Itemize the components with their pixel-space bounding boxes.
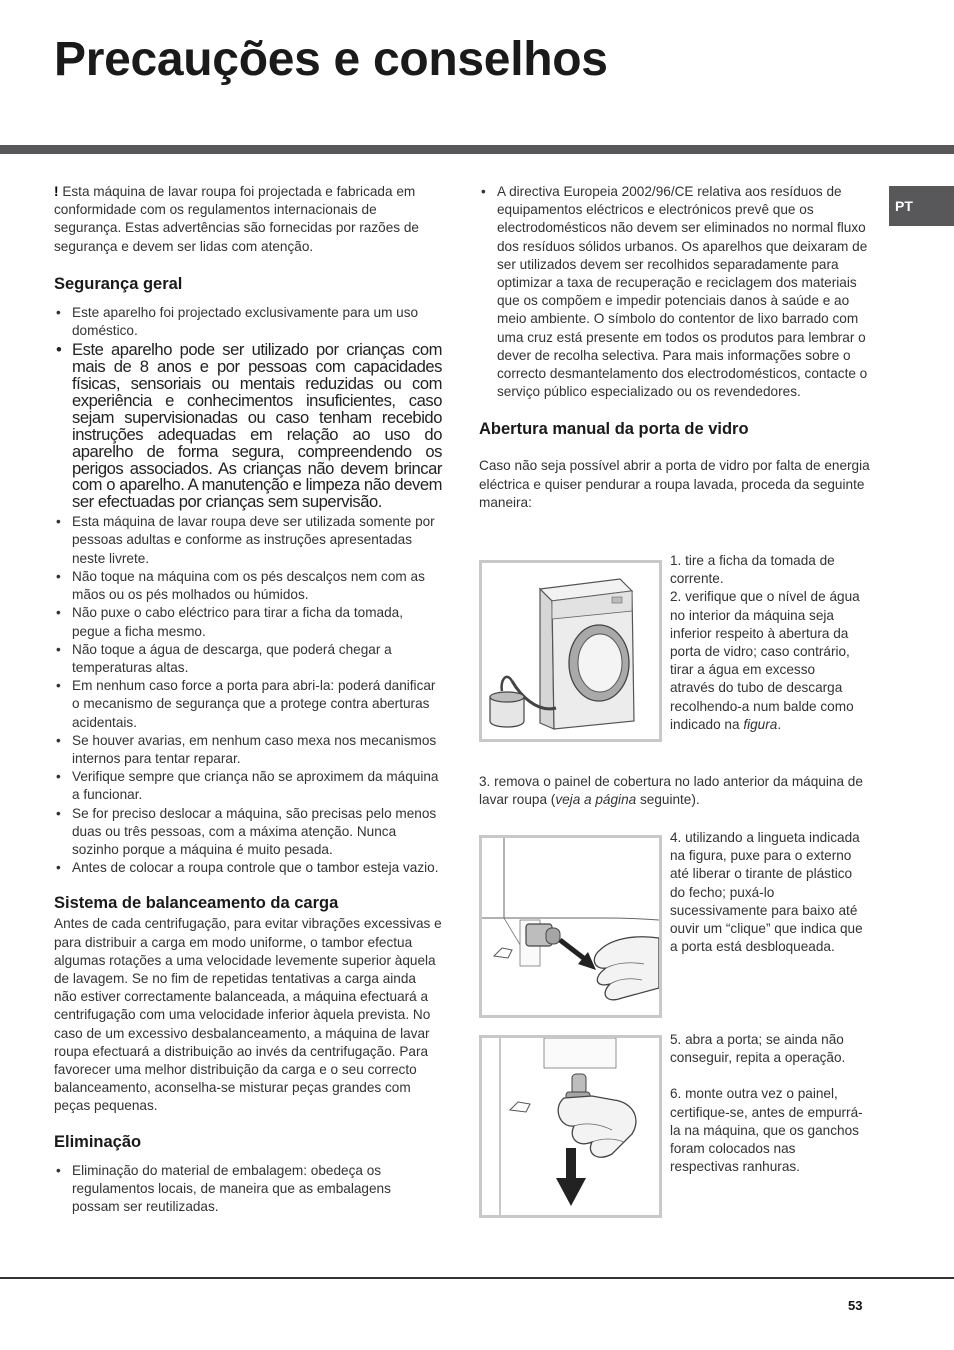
list-item: • Não toque a água de descarga, que poderá chegar a temperaturas altas. (54, 641, 442, 677)
list-item-highlight: • Este aparelho pode ser utilizado por crianças com mais de 8 anos e por pessoas com capacidades físicas, sensoriais ou mentais reduzidas ou com experiência e conhecimentos insuficientes, caso sejam supervisionadas ou caso tenham recebido instruções adequadas em relação ao uso do aparelho de forma segura, compreendendo os perigos associados. As crianças não devem brincar com o aparelho. A manutenção e limpeza não devem ser efectuadas por crianças sem supervisão. (54, 342, 442, 511)
heading-eliminacao: Eliminação (54, 1132, 142, 1151)
directiva-list (479, 183, 871, 401)
figure-pull-tab (479, 835, 662, 1018)
intro-paragraph: ! Esta máquina de lavar roupa foi projectada e fabricada em conformidade com os regulamentos internacionais de segurança. Estas advertências são fornecidas por razões de segurança e devem ser lidas com atenção. (54, 184, 419, 254)
list-item: • Antes de colocar a roupa controle que o tambor esteja vazio. (54, 859, 442, 877)
step-5-6-text (670, 1031, 865, 1176)
abertura-intro: Caso não seja possível abrir a porta de vidro por falta de energia eléctrica e quiser pendurar a roupa lavada, proceda da seguinte maneira: (479, 458, 870, 510)
list-item: • Não toque na máquina com os pés descalços nem com as mãos ou os pés molhados ou húmidos. (54, 568, 442, 604)
eliminacao-list (54, 1162, 442, 1217)
header-rule (0, 145, 954, 154)
heading-balanceamento: Sistema de balanceamento da carga (54, 894, 339, 913)
heading-abertura-manual: Abertura manual da porta de vidro (479, 420, 749, 439)
heading-seguranca-geral: Segurança geral (54, 274, 183, 293)
list-item: • Este aparelho foi projectado exclusivamente para um uso doméstico. (54, 304, 442, 340)
language-tab: PT (889, 186, 954, 226)
seguranca-list (54, 304, 442, 878)
figure-pull-down (479, 1035, 662, 1218)
step-5: 5. abra a porta; se ainda não conseguir, repita a operação. (670, 1032, 846, 1066)
step-1-2-text (670, 552, 860, 734)
list-item: • Não puxe o cabo eléctrico para tirar a ficha da tomada, pegue a ficha mesmo. (54, 604, 442, 640)
warning-mark: ! (54, 184, 59, 199)
right-column (479, 183, 871, 512)
step-1: 1. tire a ficha da tomada de corrente. (670, 553, 835, 587)
figure-washer-drain (479, 560, 662, 742)
step-2: 2. verifique que o nível de água no interior da máquina seja inferior respeito à abertura da porta de vidro; caso contrário, tirar a água em excesso através do tubo de descarga recolhendo-a num balde como indicado na figura. (670, 589, 860, 732)
step-3: 3. remova o painel de cobertura no lado anterior da máquina de lavar roupa (veja a página seguinte). (479, 774, 863, 808)
list-item: • A directiva Europeia 2002/96/CE relativa aos resíduos de equipamentos eléctricos e electrónicos prevê que os electrodomésticos não devem ser eliminados no normal fluxo dos resíduos sólidos urbanos. Os aparelhos que deixaram de ser utilizados devem ser recolhidos separadamente para optimizar a taxa de recuperação e reciclagem dos materiais que os compõem e impedir potenciais danos à saúde e ao meio ambiente. O símbolo do contentor de lixo barrado com uma cruz está presente em todos os produtos para lembrar o dever de recolha selectiva. Para mais informações sobre o correcto desmantelamento dos electrodomésticos, contacte o serviço público especializado ou os revendedores. (479, 183, 871, 401)
washer-drain-illustration (482, 563, 659, 739)
balanceamento-paragraph: Antes de cada centrifugação, para evitar vibrações excessivas e para distribuir a carga em modo uniforme, o tambor efectua algumas rotações a uma velocidade levemente superior àquela de lavagem. Se no fim de repetidas tentativas a carga ainda não estiver correctamente balanceada, a máquina efectuará a centrifugação com uma velocidade inferior àquela prevista. No caso de um excessivo desbalanceamento, a máquina de lavar roupa efectuará a distribuição ao invés da centrifugação. Para favorecer uma melhor distribuição da carga e o seu correcto balanceamento, aconselha-se misturar peças grandes com peças pequenas. (54, 916, 442, 1114)
list-item: • Esta máquina de lavar roupa deve ser utilizada somente por pessoas adultas e conforme as instruções apresentadas neste livrete. (54, 513, 442, 568)
pull-down-illustration (482, 1038, 659, 1215)
step-6: 6. monte outra vez o painel, certifique-se, antes de empurrá-la na máquina, que os ganchos foram colocados nas respectivas ranhuras. (670, 1086, 863, 1175)
list-item: • Em nenhum caso force a porta para abri-la: poderá danificar o mecanismo de segurança que a protege contra aberturas acidentais. (54, 677, 442, 732)
page-title: Precauções e conselhos (54, 33, 608, 86)
list-item: • Eliminação do material de embalagem: obedeça os regulamentos locais, de maneira que as embalagens possam ser reutilizadas. (54, 1162, 442, 1217)
step-4-text (670, 829, 865, 956)
list-item: • Se houver avarias, em nenhum caso mexa nos mecanismos internos para tentar reparar. (54, 732, 442, 768)
footer-rule (0, 1277, 954, 1279)
list-item: • Se for preciso deslocar a máquina, são precisas pelo menos duas ou três pessoas, com a máxima atenção. Nunca sozinho porque a máquina é muito pesada. (54, 805, 442, 860)
left-column (54, 183, 442, 1216)
pull-tab-illustration (482, 838, 659, 1015)
page-number: 53 (848, 1298, 863, 1313)
list-item: • Verifique sempre que criança não se aproximem da máquina a funcionar. (54, 768, 442, 804)
step-4: 4. utilizando a lingueta indicada na figura, puxe para o externo até liberar o tirante de plástico do fecho; puxá-lo sucessivamente para baixo até ouvir um “clique” que indica que a porta está desbloqueada. (670, 830, 863, 955)
step-3-text (479, 773, 869, 809)
